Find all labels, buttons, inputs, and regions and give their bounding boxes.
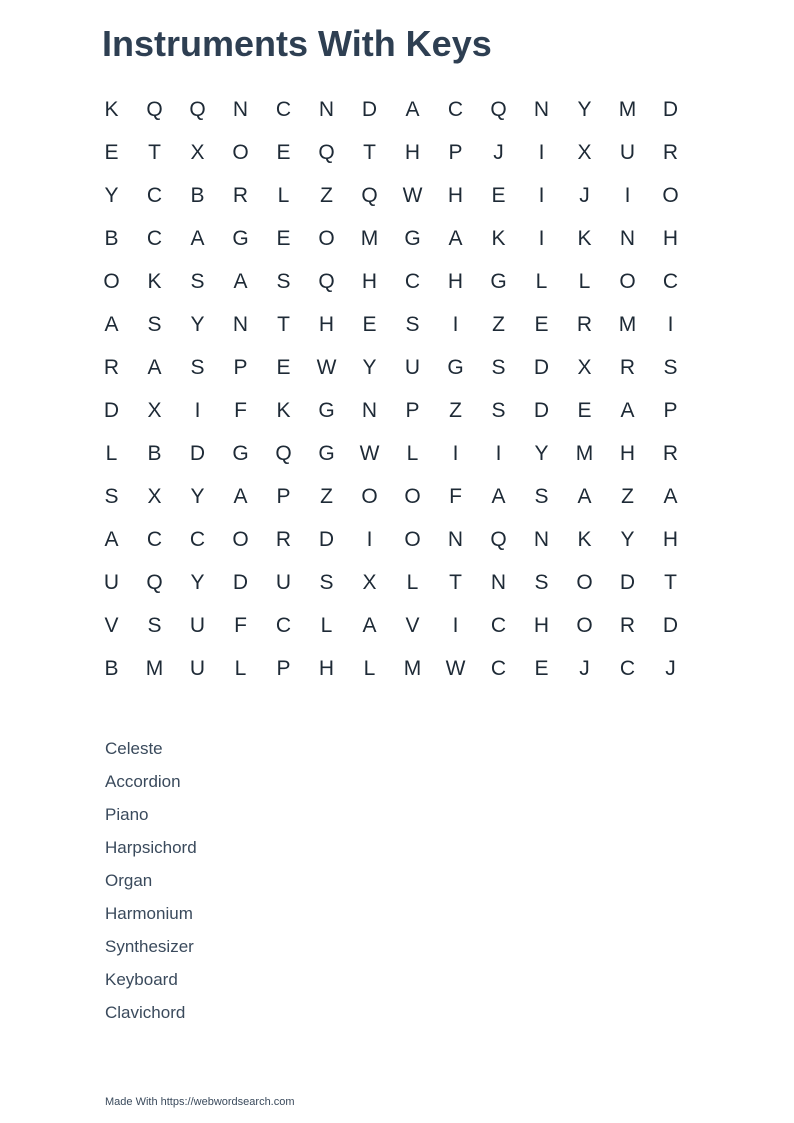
grid-letter: L <box>320 613 333 637</box>
grid-letter: X <box>362 570 377 594</box>
grid-letter: I <box>495 441 502 465</box>
grid-letter: H <box>361 269 378 293</box>
grid-letter: T <box>148 140 161 164</box>
grid-letter: A <box>233 484 248 508</box>
word-list-item: Keyboard <box>105 970 178 989</box>
word-list-item: Organ <box>105 871 153 890</box>
grid-letter: Z <box>621 484 634 508</box>
grid-letter: N <box>533 97 550 121</box>
grid-letter: Q <box>361 183 378 207</box>
grid-letter: A <box>577 484 592 508</box>
grid-letter: S <box>190 269 205 293</box>
grid-letter: W <box>316 355 337 379</box>
grid-letter: T <box>363 140 376 164</box>
grid-letter: L <box>105 441 118 465</box>
grid-letter: L <box>234 656 247 680</box>
grid-letter: Q <box>146 570 163 594</box>
grid-letter: N <box>232 312 249 336</box>
grid-letter: T <box>277 312 290 336</box>
grid-letter: B <box>104 656 119 680</box>
grid-letter: D <box>662 97 679 121</box>
grid-row <box>90 561 692 604</box>
grid-letter: D <box>232 570 249 594</box>
grid-row <box>90 346 692 389</box>
grid-letter: A <box>663 484 678 508</box>
grid-letter: C <box>146 183 163 207</box>
grid-letter: J <box>579 183 590 207</box>
grid-letter: N <box>619 226 636 250</box>
grid-letter: S <box>104 484 119 508</box>
word-list-item: Harmonium <box>105 904 193 923</box>
grid-letter: M <box>360 226 379 250</box>
grid-letter: Q <box>189 97 206 121</box>
grid-letter: H <box>447 183 464 207</box>
grid-letter: L <box>578 269 591 293</box>
footer-credit: Made With https://webwordsearch.com <box>105 1096 295 1108</box>
grid-letter: U <box>619 140 636 164</box>
grid-letter: A <box>405 97 420 121</box>
grid-letter: G <box>318 441 335 465</box>
grid-letter: V <box>405 613 420 637</box>
grid-letter: C <box>146 527 163 551</box>
grid-letter: A <box>190 226 205 250</box>
grid-letter: E <box>104 140 119 164</box>
grid-letter: W <box>445 656 466 680</box>
letter-grid <box>90 88 692 690</box>
grid-row <box>90 260 692 303</box>
grid-letter: U <box>404 355 421 379</box>
grid-letter: C <box>189 527 206 551</box>
grid-letter: L <box>406 570 419 594</box>
grid-letter: A <box>448 226 463 250</box>
grid-letter: A <box>491 484 506 508</box>
grid-letter: G <box>318 398 335 422</box>
grid-letter: R <box>619 355 636 379</box>
grid-letter: O <box>361 484 378 508</box>
grid-letter: Y <box>104 183 119 207</box>
word-list-item: Harpsichord <box>105 838 197 857</box>
grid-letter: S <box>405 312 420 336</box>
grid-letter: D <box>103 398 120 422</box>
grid-letter: A <box>233 269 248 293</box>
grid-letter: N <box>361 398 378 422</box>
grid-letter: X <box>147 484 162 508</box>
grid-letter: N <box>232 97 249 121</box>
grid-letter: C <box>662 269 679 293</box>
grid-letter: Z <box>320 484 333 508</box>
grid-letter: I <box>538 140 545 164</box>
grid-letter: O <box>576 613 593 637</box>
grid-letter: I <box>366 527 373 551</box>
grid-letter: C <box>275 97 292 121</box>
grid-letter: H <box>404 140 421 164</box>
grid-letter: M <box>145 656 164 680</box>
grid-letter: C <box>490 613 507 637</box>
grid-letter: C <box>146 226 163 250</box>
grid-letter: A <box>104 527 119 551</box>
grid-letter: E <box>534 656 549 680</box>
grid-row <box>90 131 692 174</box>
word-list <box>105 736 197 1033</box>
grid-letter: T <box>664 570 677 594</box>
grid-row <box>90 88 692 131</box>
grid-letter: H <box>662 226 679 250</box>
grid-letter: O <box>103 269 120 293</box>
grid-letter: S <box>663 355 678 379</box>
grid-letter: S <box>147 312 162 336</box>
grid-letter: D <box>189 441 206 465</box>
grid-letter: M <box>575 441 594 465</box>
grid-row <box>90 518 692 561</box>
grid-letter: N <box>490 570 507 594</box>
grid-letter: C <box>275 613 292 637</box>
grid-letter: F <box>234 613 247 637</box>
grid-letter: R <box>576 312 593 336</box>
grid-letter: Q <box>146 97 163 121</box>
grid-letter: G <box>404 226 421 250</box>
grid-letter: Y <box>190 570 205 594</box>
grid-letter: M <box>618 97 637 121</box>
grid-letter: I <box>538 183 545 207</box>
grid-letter: P <box>405 398 420 422</box>
grid-letter: S <box>534 570 549 594</box>
grid-letter: Q <box>490 97 507 121</box>
grid-letter: E <box>491 183 506 207</box>
grid-letter: S <box>319 570 334 594</box>
grid-letter: F <box>234 398 247 422</box>
grid-letter: O <box>576 570 593 594</box>
grid-letter: H <box>447 269 464 293</box>
grid-letter: A <box>147 355 162 379</box>
grid-letter: E <box>276 355 291 379</box>
grid-letter: V <box>104 613 119 637</box>
grid-letter: Y <box>577 97 592 121</box>
grid-letter: D <box>533 398 550 422</box>
grid-letter: R <box>232 183 249 207</box>
grid-letter: Y <box>190 312 205 336</box>
grid-letter: I <box>667 312 674 336</box>
grid-letter: N <box>533 527 550 551</box>
word-list-item: Synthesizer <box>105 937 194 956</box>
grid-letter: B <box>147 441 162 465</box>
grid-letter: N <box>318 97 335 121</box>
grid-letter: I <box>452 441 459 465</box>
grid-letter: O <box>619 269 636 293</box>
grid-letter: P <box>663 398 678 422</box>
grid-letter: U <box>275 570 292 594</box>
grid-letter: E <box>534 312 549 336</box>
grid-letter: H <box>318 656 335 680</box>
grid-letter: O <box>232 527 249 551</box>
grid-letter: X <box>577 355 592 379</box>
grid-letter: L <box>535 269 548 293</box>
grid-letter: L <box>406 441 419 465</box>
grid-row <box>90 604 692 647</box>
grid-letter: C <box>404 269 421 293</box>
grid-letter: R <box>275 527 292 551</box>
grid-row <box>90 432 692 475</box>
grid-letter: S <box>190 355 205 379</box>
grid-letter: O <box>404 484 421 508</box>
grid-letter: Q <box>275 441 292 465</box>
grid-letter: H <box>533 613 550 637</box>
grid-letter: I <box>538 226 545 250</box>
grid-row <box>90 174 692 217</box>
grid-letter: O <box>404 527 421 551</box>
grid-letter: T <box>449 570 462 594</box>
grid-letter: L <box>277 183 290 207</box>
grid-letter: R <box>103 355 120 379</box>
grid-letter: D <box>619 570 636 594</box>
grid-letter: H <box>318 312 335 336</box>
grid-letter: Y <box>534 441 549 465</box>
grid-letter: X <box>190 140 205 164</box>
grid-letter: P <box>276 484 291 508</box>
grid-letter: K <box>491 226 506 250</box>
word-list-item: Clavichord <box>105 1003 186 1022</box>
grid-letter: E <box>276 226 291 250</box>
grid-letter: A <box>362 613 377 637</box>
grid-letter: U <box>189 656 206 680</box>
grid-letter: C <box>447 97 464 121</box>
grid-letter: I <box>452 312 459 336</box>
grid-letter: R <box>662 441 679 465</box>
grid-letter: X <box>577 140 592 164</box>
grid-letter: D <box>662 613 679 637</box>
word-list-item: Celeste <box>105 739 163 758</box>
grid-letter: A <box>620 398 635 422</box>
grid-letter: O <box>662 183 679 207</box>
grid-letter: K <box>577 226 592 250</box>
grid-row <box>90 217 692 260</box>
grid-letter: B <box>104 226 119 250</box>
grid-letter: G <box>232 226 249 250</box>
grid-letter: I <box>452 613 459 637</box>
grid-letter: Z <box>492 312 505 336</box>
grid-letter: R <box>662 140 679 164</box>
grid-letter: D <box>318 527 335 551</box>
grid-letter: S <box>491 398 506 422</box>
grid-letter: L <box>363 656 376 680</box>
grid-letter: R <box>619 613 636 637</box>
grid-letter: K <box>577 527 592 551</box>
grid-letter: S <box>276 269 291 293</box>
grid-letter: E <box>362 312 377 336</box>
grid-letter: U <box>189 613 206 637</box>
grid-letter: G <box>490 269 507 293</box>
grid-letter: K <box>276 398 291 422</box>
grid-letter: J <box>665 656 676 680</box>
grid-letter: C <box>490 656 507 680</box>
grid-letter: W <box>402 183 423 207</box>
grid-letter: G <box>232 441 249 465</box>
grid-letter: J <box>493 140 504 164</box>
grid-letter: H <box>662 527 679 551</box>
grid-letter: P <box>233 355 248 379</box>
grid-letter: I <box>624 183 631 207</box>
grid-letter: M <box>403 656 422 680</box>
grid-letter: M <box>618 312 637 336</box>
grid-letter: E <box>276 140 291 164</box>
grid-letter: Q <box>490 527 507 551</box>
grid-row <box>90 647 692 690</box>
grid-letter: U <box>103 570 120 594</box>
grid-letter: Z <box>320 183 333 207</box>
grid-row <box>90 389 692 432</box>
grid-letter: W <box>359 441 380 465</box>
grid-letter: D <box>533 355 550 379</box>
grid-letter: I <box>194 398 201 422</box>
grid-letter: E <box>577 398 592 422</box>
grid-letter: A <box>104 312 119 336</box>
grid-letter: Q <box>318 269 335 293</box>
grid-letter: Q <box>318 140 335 164</box>
grid-letter: P <box>276 656 291 680</box>
grid-letter: D <box>361 97 378 121</box>
grid-row <box>90 475 692 518</box>
grid-letter: K <box>147 269 162 293</box>
grid-letter: C <box>619 656 636 680</box>
grid-letter: Y <box>362 355 377 379</box>
grid-letter: S <box>147 613 162 637</box>
grid-letter: S <box>534 484 549 508</box>
grid-letter: J <box>579 656 590 680</box>
grid-letter: Y <box>190 484 205 508</box>
grid-letter: F <box>449 484 462 508</box>
grid-letter: O <box>318 226 335 250</box>
grid-letter: O <box>232 140 249 164</box>
grid-letter: X <box>147 398 162 422</box>
grid-letter: H <box>619 441 636 465</box>
grid-letter: K <box>104 97 119 121</box>
grid-letter: G <box>447 355 464 379</box>
grid-letter: N <box>447 527 464 551</box>
grid-letter: B <box>190 183 205 207</box>
page-title: Instruments With Keys <box>102 23 492 64</box>
word-list-item: Piano <box>105 805 149 824</box>
grid-letter: Z <box>449 398 462 422</box>
word-list-item: Accordion <box>105 772 181 791</box>
grid-letter: Y <box>620 527 635 551</box>
grid-letter: S <box>491 355 506 379</box>
grid-letter: P <box>448 140 463 164</box>
grid-row <box>90 303 692 346</box>
